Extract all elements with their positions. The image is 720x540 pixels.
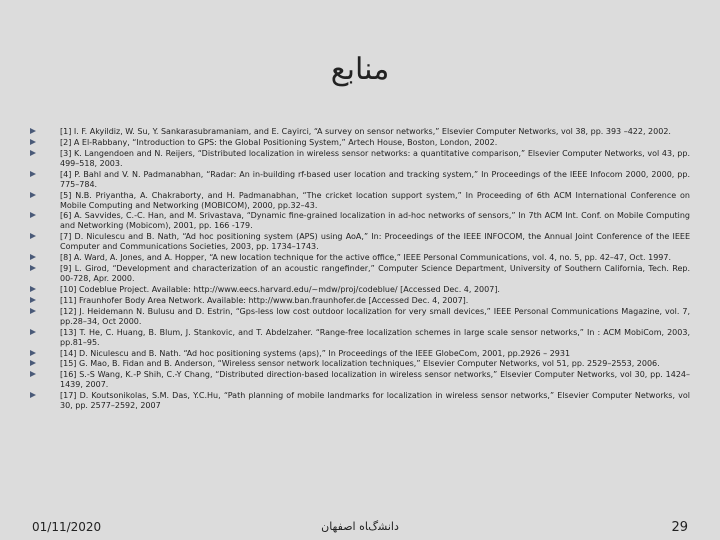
reference-item [30, 232, 690, 252]
reference-item [30, 285, 690, 295]
triangle-bullet-icon [30, 350, 36, 356]
reference-item [30, 191, 690, 211]
reference-text: [12] J. Heidemann N. Bulusu and D. Estrin, “Gps-less low cost outdoor localization for very small devices,” IEEE Personal Communications Magazine, vol. 7, pp.28–34, Oct 2000. [60, 306, 690, 326]
slide-title: منابع [330, 52, 390, 87]
reference-item [30, 391, 690, 411]
triangle-bullet-icon [30, 286, 36, 292]
reference-item [30, 127, 690, 137]
reference-text: [10] Codeblue Project. Available: http://www.eecs.harvard.edu/~mdw/proj/codeblue/ [Accessed Dec. 4, 2007]. [60, 285, 500, 295]
reference-item [30, 328, 690, 348]
reference-text: [5] N.B. Priyantha, A. Chakraborty, and H. Padmanabhan, “The cricket location support system,” In Proceeding of 6th ACM International Conference on Mobile Computing and Networking (MOBICOM), 2000, pp.32–43. [60, 190, 690, 210]
triangle-bullet-icon [30, 360, 36, 366]
reference-text: [3] K. Langendoen and N. Reijers, “Distributed localization in wireless sensor networks: a quantitative comparison,” Elsevier Computer Networks, vol 43, pp. 499–518, 2003. [60, 148, 690, 168]
triangle-bullet-icon [30, 371, 36, 377]
reference-text: [11] Fraunhofer Body Area Network. Available: http://www.ban.fraunhofer.de [Accessed Dec. 4, 2007]. [60, 295, 469, 305]
reference-text: [15] G. Mao, B. Fidan and B. Anderson, “Wireless sensor network localization techniques,” Elsevier Computer Networks, vol 51, pp. 2529–2553, 2006. [60, 359, 660, 369]
reference-text: [8] A. Ward, A. Jones, and A. Hopper, “A new location technique for the active office,” IEEE Personal Communications, vol. 4, no. 5, pp. 42–47, Oct. 1997. [60, 253, 672, 263]
reference-item [30, 211, 690, 231]
reference-item [30, 149, 690, 169]
triangle-bullet-icon [30, 171, 36, 177]
page-number: 29 [671, 520, 688, 535]
reference-text: [13] T. He, C. Huang, B. Blum, J. Stankovic, and T. Abdelzaher. “Range-free localization schemes in large scale sensor networks,” In : ACM MobiCom, 2003, pp.81–95. [60, 327, 690, 347]
reference-text: [2] A El-Rabbany, “Introduction to GPS: the Global Positioning System,” Artech House, Boston, London, 2002. [60, 137, 498, 147]
triangle-bullet-icon [30, 308, 36, 314]
triangle-bullet-icon [30, 254, 36, 260]
reference-item [30, 349, 690, 359]
triangle-bullet-icon [30, 392, 36, 398]
reference-item [30, 296, 690, 306]
triangle-bullet-icon [30, 128, 36, 134]
triangle-bullet-icon [30, 265, 36, 271]
reference-item [30, 370, 690, 390]
footer-institution: ﺩﺍﻧﺸگﺎﻩ ﺍﺻﻔﻬﺎﻥ [321, 520, 399, 533]
reference-item [30, 264, 690, 284]
reference-text: [14] D. Niculescu and B. Nath. “Ad hoc positioning systems (aps),” In Proceedings of the IEEE GlobeCom, 2001, pp.2926 – 2931 [60, 348, 571, 358]
reference-text: [17] D. Koutsonikolas, S.M. Das, Y.C.Hu, “Path planning of mobile landmarks for localization in wireless sensor networks,” Elsevier Computer Networks, vol 30, pp. 2577–2592, 2007 [60, 391, 690, 411]
reference-text: [16] S.-S Wang, K.-P Shih, C.-Y Chang, “Distributed direction-based localization in wireless sensor networks,” Elsevier Computer Networks, vol 30, pp. 1424–1439, 2007. [60, 370, 690, 390]
triangle-bullet-icon [30, 297, 36, 303]
triangle-bullet-icon [30, 139, 36, 145]
reference-item [30, 170, 690, 190]
triangle-bullet-icon [30, 150, 36, 156]
footer-date: 01/11/2020 [32, 520, 102, 534]
triangle-bullet-icon [30, 329, 36, 335]
triangle-bullet-icon [30, 212, 36, 218]
reference-text: [9] L. Girod, “Development and characterization of an acoustic rangefinder,” Computer Science Department, University of Southern California, Tech. Rep. 00-728, Apr. 2000. [60, 264, 690, 284]
triangle-bullet-icon [30, 233, 36, 239]
reference-list [30, 127, 690, 412]
reference-text: [1] I. F. Akyildiz, W. Su, Y. Sankarasubramaniam, and E. Cayirci, “A survey on sensor networks,” Elsevier Computer Networks, vol 38, pp. 393 –422, 2002. [60, 127, 671, 136]
reference-item [30, 138, 690, 148]
triangle-bullet-icon [30, 192, 36, 198]
reference-text: [4] P. Bahl and V. N. Padmanabhan, “Radar: An in-building rf-based user location and tracking system,” In Proceedings of the IEEE Infocom 2000, 2000, pp. 775–784. [60, 169, 690, 189]
reference-item [30, 253, 690, 263]
reference-item [30, 359, 690, 369]
reference-text: [7] D. Niculescu and B. Nath, “Ad hoc positioning system (APS) using AoA,” In: Proceedings of the IEEE INFOCOM, the Annual Joint Conference of the IEEE Computer and Communications Societies, 2003, pp. 1734–1743. [60, 232, 690, 252]
reference-item [30, 307, 690, 327]
reference-text: [6] A. Savvides, C.-C. Han, and M. Srivastava, “Dynamic fine-grained localization in ad-hoc networks of sensors,” In 7th ACM Int. Conf. on Mobile Computing and Networking (Mobicom), 2001, pp. 166 -179. [60, 211, 690, 231]
